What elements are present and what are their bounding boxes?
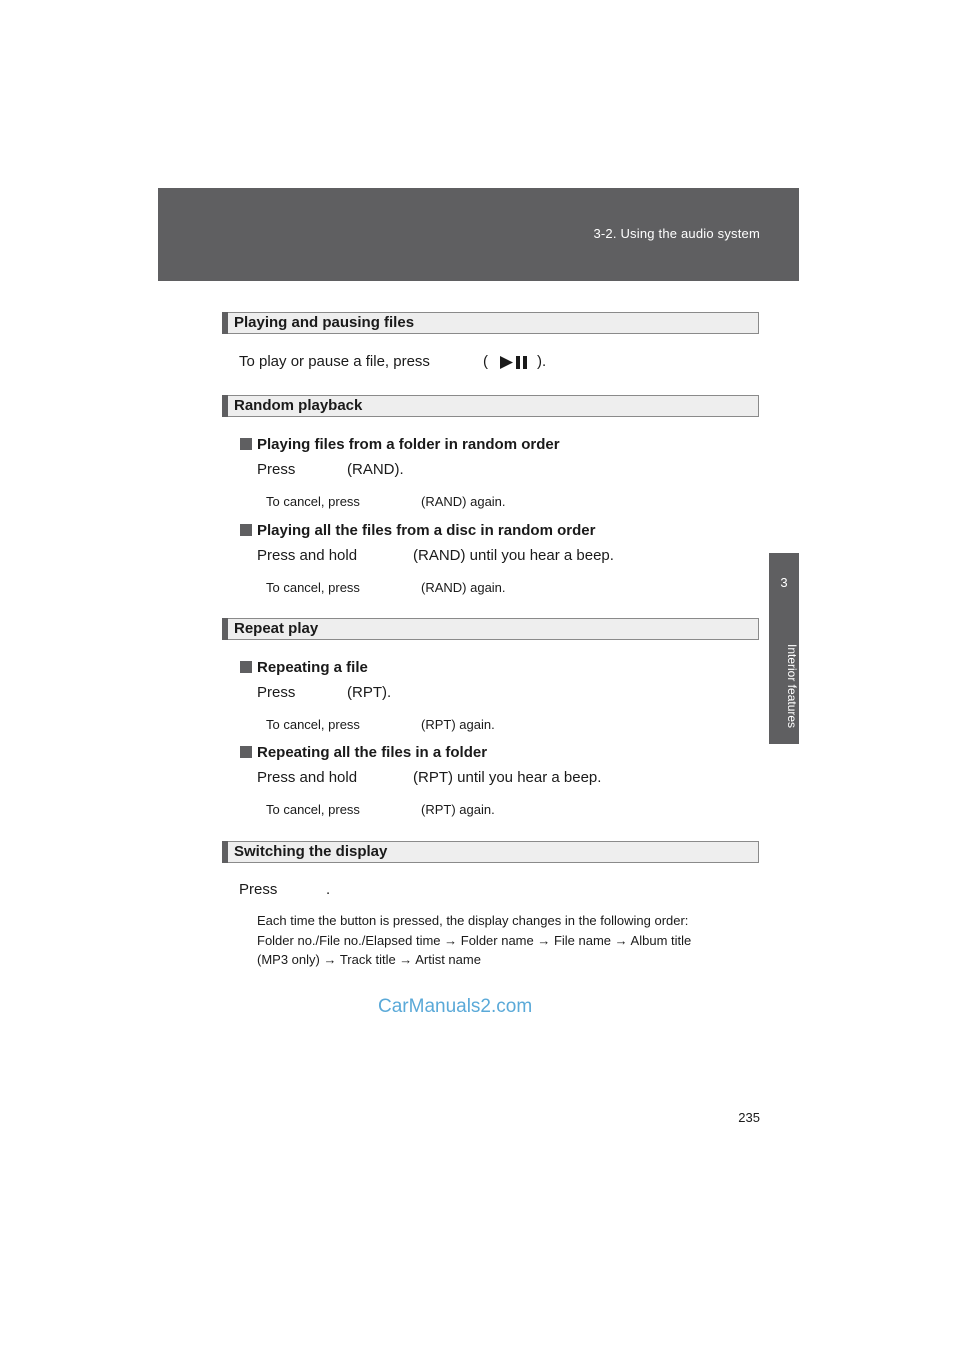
play-pause-paren-close: ). — [537, 353, 547, 370]
chapter-number: 3 — [780, 575, 788, 590]
chapter-side-tab — [769, 553, 799, 744]
random-folder-press-value: (RAND). — [347, 461, 404, 478]
repeat-file-press-value: (RPT). — [347, 684, 392, 701]
repeat-folder-press: Press and hold — [257, 769, 358, 786]
play-pause-icon — [498, 354, 530, 371]
play-pause-paren-open: ( — [483, 353, 488, 370]
repeat-file-cancel-value: (RPT) again. — [421, 717, 495, 732]
watermark: CarManuals2.com — [378, 996, 533, 1017]
bullet-square-icon — [240, 524, 252, 536]
header-band — [158, 188, 799, 281]
chapter-label: Interior features — [785, 643, 799, 729]
repeat-folder-cancel: To cancel, press — [266, 802, 360, 817]
subheading-repeat-folder: Repeating all the files in a folder — [240, 744, 487, 761]
play-pause-instruction: To play or pause a file, press — [239, 353, 430, 370]
random-folder-cancel-value: (RAND) again. — [421, 494, 506, 509]
section-title-repeat: Repeat play — [222, 618, 759, 640]
repeat-file-press: Press — [257, 684, 296, 701]
repeat-file-cancel: To cancel, press — [266, 717, 360, 732]
random-folder-press: Press — [257, 461, 296, 478]
bullet-square-icon — [240, 661, 252, 673]
bullet-square-icon — [240, 438, 252, 450]
repeat-folder-press-value: (RPT) until you hear a beep. — [413, 769, 602, 786]
random-disc-press: Press and hold — [257, 547, 358, 564]
chapter-title: 3-2. Using the audio system — [593, 226, 760, 241]
display-press-period: . — [326, 881, 331, 898]
section-title-play-pause: Playing and pausing files — [222, 312, 759, 334]
random-folder-cancel: To cancel, press — [266, 494, 360, 509]
display-note-line2: Folder no./File no./Elapsed time → Folder name → File name → Album title — [257, 933, 692, 948]
random-disc-cancel-value: (RAND) again. — [421, 580, 506, 595]
display-note-line3: (MP3 only) → Track title → Artist name — [257, 952, 481, 967]
bullet-square-icon — [240, 746, 252, 758]
subheading-repeat-file: Repeating a file — [240, 659, 368, 676]
section-title-random: Random playback — [222, 395, 759, 417]
section-title-display: Switching the display — [222, 841, 759, 863]
page-number: 235 — [738, 1110, 760, 1125]
random-disc-press-value: (RAND) until you hear a beep. — [413, 547, 614, 564]
subheading-random-folder: Playing files from a folder in random order — [240, 436, 560, 453]
subheading-random-disc: Playing all the files from a disc in random order — [240, 522, 595, 539]
repeat-folder-cancel-value: (RPT) again. — [421, 802, 495, 817]
display-press: Press — [239, 881, 278, 898]
display-note-line1: Each time the button is pressed, the display changes in the following order: — [257, 913, 689, 928]
random-disc-cancel: To cancel, press — [266, 580, 360, 595]
